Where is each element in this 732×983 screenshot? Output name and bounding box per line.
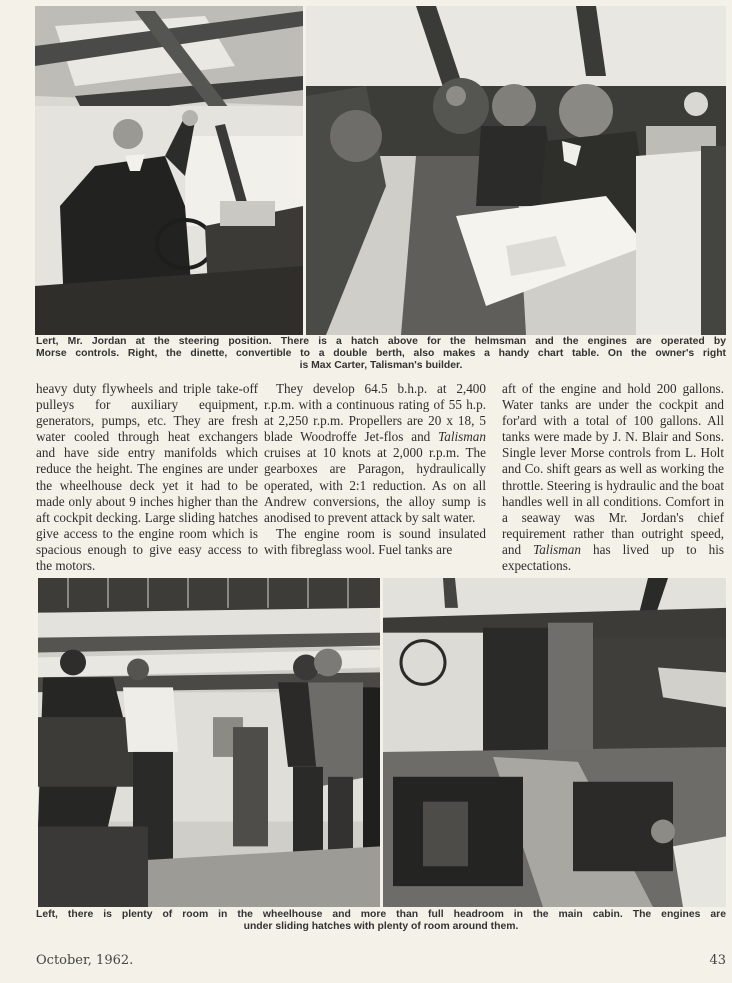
column-3-text-a: aft of the engine and hold 200 gallons. Water tanks are under the cockpit and for'ard with a total of 100 gallons. All tanks were made by J. N. Blair and Sons. Single lever Morse controls from L. Holt and Co. shift gears as well as working the throttle. Steering is hydraulic and the boat handles well in all conditions. Comfort in a seaway was Mr. Jordan's chief requirement rather than outright speed, and <box>502 381 724 557</box>
column-3-paragraph <box>502 381 724 574</box>
photo-dinette-chart-table <box>306 6 726 335</box>
bottom-caption-line-1: Left, there is plenty of room in the wheelhouse and more than full headroom in the main cabin. The engines are <box>36 909 726 920</box>
column-2-text-b: cruises at 10 knots at 2,000 r.p.m. The gearboxes are Paragon, hydraulically operated, with 2:1 reduction. As on all Andrew conversions, the alloy sump is anodised to prevent attack by salt water. <box>264 445 486 525</box>
article-column-3 <box>502 381 724 574</box>
photo-helmsman-steering <box>35 6 303 335</box>
bottom-caption <box>36 909 726 933</box>
photo-engine-hatches <box>383 578 726 907</box>
column-2-paragraph-2: The engine room is sound insulated with fibreglass wool. Fuel tanks are <box>264 525 486 557</box>
column-3-text-b: has lived up to his expectations. <box>502 541 724 574</box>
boat-name-italic: Talisman <box>533 541 581 557</box>
boat-name-italic: Talisman <box>438 429 486 445</box>
top-caption-line-1: Lert, Mr. Jordan at the steering position. There is a hatch above for the helmsman and the engines are operated by <box>36 336 726 347</box>
page-number: 43 <box>709 953 726 968</box>
bottom-caption-line-2: under sliding hatches with plenty of room around them. <box>243 921 519 933</box>
issue-date: October, 1962. <box>36 953 134 968</box>
column-1-paragraph: heavy duty flywheels and triple take-off pulleys for auxiliary equipment, generators, pumps, etc. They are fresh water cooled through heat exchangers and have side entry manifolds which reduce the height. The engines are under the wheelhouse deck yet it had to be made only about 9 inches higher than the aft cockpit decking. Large sliding hatches give access to the engine room which is spacious enough to give easy access to the motors. <box>36 381 258 574</box>
article-column-1 <box>36 381 258 574</box>
photo-wheelhouse <box>38 578 380 907</box>
top-caption-line-2: Morse controls. Right, the dinette, convertible to a double berth, also makes a handy chart table. On the owner's right <box>36 348 726 360</box>
top-caption <box>36 336 726 373</box>
article-column-2 <box>264 381 486 558</box>
top-caption-line-3: is Max Carter, Talisman's builder. <box>299 360 463 372</box>
column-2-text-a: They develop 64.5 b.h.p. at 2,400 r.p.m. with a continuous rating of 55 h.p. at 2,250 r.p.m. Propellers are 20 x 18, 5 blade Woodroffe Jet-flos and <box>264 381 486 445</box>
column-2-paragraph-1 <box>264 381 486 526</box>
